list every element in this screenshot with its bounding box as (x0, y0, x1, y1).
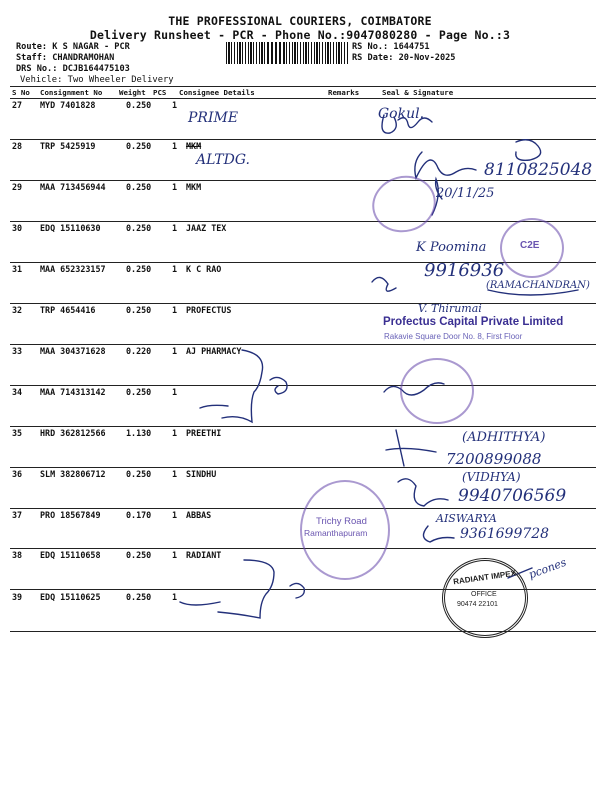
handwritten-note: pcones (526, 555, 569, 582)
handwritten-phone: 9361699728 (460, 526, 550, 542)
handwritten-phone: 8110825048 (484, 160, 593, 180)
row-pcs: 1 (172, 428, 178, 438)
header-rule-bottom (10, 98, 596, 99)
row-consignment: MAA 714313142 (40, 387, 106, 397)
row-consignment: MAA 713456944 (40, 182, 106, 192)
row-pcs: 1 (172, 346, 178, 356)
company-title: THE PROFESSIONAL COURIERS, COIMBATORE (168, 14, 432, 28)
col-remarks: Remarks (328, 88, 360, 97)
row-divider (10, 221, 596, 222)
header-rule-top (10, 86, 596, 87)
row-consignment: EDQ 15110630 (40, 223, 101, 233)
stamp-text: 90474 22101 (457, 601, 498, 608)
row-pcs: 1 (172, 592, 178, 602)
row-weight: 0.250 (126, 141, 152, 151)
table-row (0, 100, 600, 141)
row-consignee: K C RAO (186, 264, 222, 274)
staff-label: Staff: CHANDRAMOHAN (16, 53, 115, 63)
table-row (0, 387, 600, 428)
barcode-icon (226, 42, 348, 64)
row-weight: 0.170 (126, 510, 152, 520)
row-consignment: MYD 7401828 (40, 100, 96, 110)
row-consignment: EDQ 15110625 (40, 592, 101, 602)
row-consignee: MKM (186, 141, 202, 151)
row-sno: 32 (12, 305, 23, 315)
row-sno: 39 (12, 592, 23, 602)
handwritten-number: 9916936 (424, 260, 505, 281)
row-consignment: MAA 652323157 (40, 264, 106, 274)
row-consignment: PRO 18567849 (40, 510, 101, 520)
c2e-stamp (500, 218, 564, 278)
row-consignee: JAAZ TEX (186, 223, 227, 233)
handwritten-date: 20/11/25 (436, 186, 495, 201)
row-consignment: EDQ 15110658 (40, 550, 101, 560)
profectus-stamp-address: Rakavie Square Door No. 8, First Floor (384, 332, 523, 341)
row-consignment: SLM 382806712 (40, 469, 106, 479)
row-divider (10, 180, 596, 181)
handwritten-name: (VIDHYA) (462, 470, 521, 484)
handwritten-signature: Gokul. (378, 106, 425, 122)
row-pcs: 1 (172, 182, 178, 192)
row-consignment: TRP 4654416 (40, 305, 96, 315)
row-divider (10, 303, 596, 304)
col-consignee: Consignee Details (179, 88, 255, 97)
handwritten-name: (RAMACHANDRAN) (486, 280, 590, 291)
row-sno: 36 (12, 469, 23, 479)
row-sno: 38 (12, 550, 23, 560)
row-sno: 37 (12, 510, 23, 520)
handwritten-phone: 7200899088 (446, 450, 542, 468)
row-weight: 0.250 (126, 592, 152, 602)
vehicle-label: Vehicle: Two Wheeler Delivery (20, 75, 174, 85)
row-consignee: MKM (186, 182, 202, 192)
row-pcs: 1 (172, 387, 178, 397)
row-weight: 0.250 (126, 223, 152, 233)
row-weight: 0.250 (126, 387, 152, 397)
row-pcs: 1 (172, 264, 178, 274)
col-seal: Seal & Signature (382, 88, 454, 97)
table-row (0, 182, 600, 223)
row-pcs: 1 (172, 141, 178, 151)
col-consignment: Consignment No (40, 88, 103, 97)
row-consignment: MAA 304371628 (40, 346, 106, 356)
profectus-stamp: Profectus Capital Private Limited (383, 316, 564, 328)
stamp-text: Ramanthapuram (304, 528, 368, 538)
row-consignee: PREETHI (186, 428, 222, 438)
drs-label: DRS No.: DCJB164475103 (16, 64, 130, 74)
row-pcs: 1 (172, 305, 178, 315)
row-pcs: 1 (172, 510, 178, 520)
handwritten-name: V. Thirumai (418, 302, 482, 315)
row-weight: 0.250 (126, 264, 152, 274)
rs-no-label: RS No.: 1644751 (352, 42, 430, 52)
handwritten-consignee: ALTDG. (196, 152, 250, 168)
stamp-text: OFFICE (471, 591, 497, 598)
row-sno: 29 (12, 182, 23, 192)
row-divider (10, 139, 596, 140)
row-consignment: TRP 5425919 (40, 141, 96, 151)
row-sno: 31 (12, 264, 23, 274)
row-pcs: 1 (172, 100, 178, 110)
row-divider (10, 344, 596, 345)
handwritten-name: AISWARYA (436, 512, 497, 525)
table-row (0, 346, 600, 387)
row-consignee: ABBAS (186, 510, 212, 520)
row-consignment: HRD 362812566 (40, 428, 106, 438)
row-consignee: SINDHU (186, 469, 217, 479)
row-sno: 28 (12, 141, 23, 151)
stamp-text: RADIANT IMPEX (452, 568, 517, 587)
row-weight: 0.250 (126, 469, 152, 479)
row-sno: 35 (12, 428, 23, 438)
trichy-road-stamp (300, 480, 390, 580)
handwritten-consignee: PRIME (188, 110, 239, 126)
row-sno: 33 (12, 346, 23, 356)
row-sno: 34 (12, 387, 23, 397)
row-consignee: AJ PHARMACY (186, 346, 242, 356)
radiant-stamp (442, 558, 528, 638)
runsheet-subtitle: Delivery Runsheet - PCR - Phone No.:9047080280 - Page No.:3 (89, 28, 511, 42)
row-weight: 0.250 (126, 305, 152, 315)
row-consignee: RADIANT (186, 550, 222, 560)
row-divider (10, 426, 596, 427)
col-weight: Weight (119, 88, 146, 97)
row-pcs: 1 (172, 550, 178, 560)
col-sno: S No (12, 88, 30, 97)
row-weight: 0.220 (126, 346, 152, 356)
handwritten-name: (ADHITHYA) (462, 430, 546, 445)
row-pcs: 1 (172, 223, 178, 233)
route-label: Route: K S NAGAR - PCR (16, 42, 130, 52)
handwritten-name: K Poomina (416, 240, 487, 255)
row-weight: 1.130 (126, 428, 152, 438)
row-weight: 0.250 (126, 550, 152, 560)
rs-date-label: RS Date: 20-Nov-2025 (352, 53, 456, 63)
handwritten-phone: 9940706569 (458, 486, 567, 506)
round-stamp (400, 358, 474, 424)
c2e-stamp-text: C2E (520, 240, 540, 251)
row-weight: 0.250 (126, 182, 152, 192)
row-consignee: PROFECTUS (186, 305, 232, 315)
row-weight: 0.250 (126, 100, 152, 110)
col-pcs: PCS (153, 88, 167, 97)
stamp-text: Trichy Road (316, 516, 367, 527)
row-sno: 30 (12, 223, 23, 233)
row-divider (10, 385, 596, 386)
row-sno: 27 (12, 100, 23, 110)
row-pcs: 1 (172, 469, 178, 479)
